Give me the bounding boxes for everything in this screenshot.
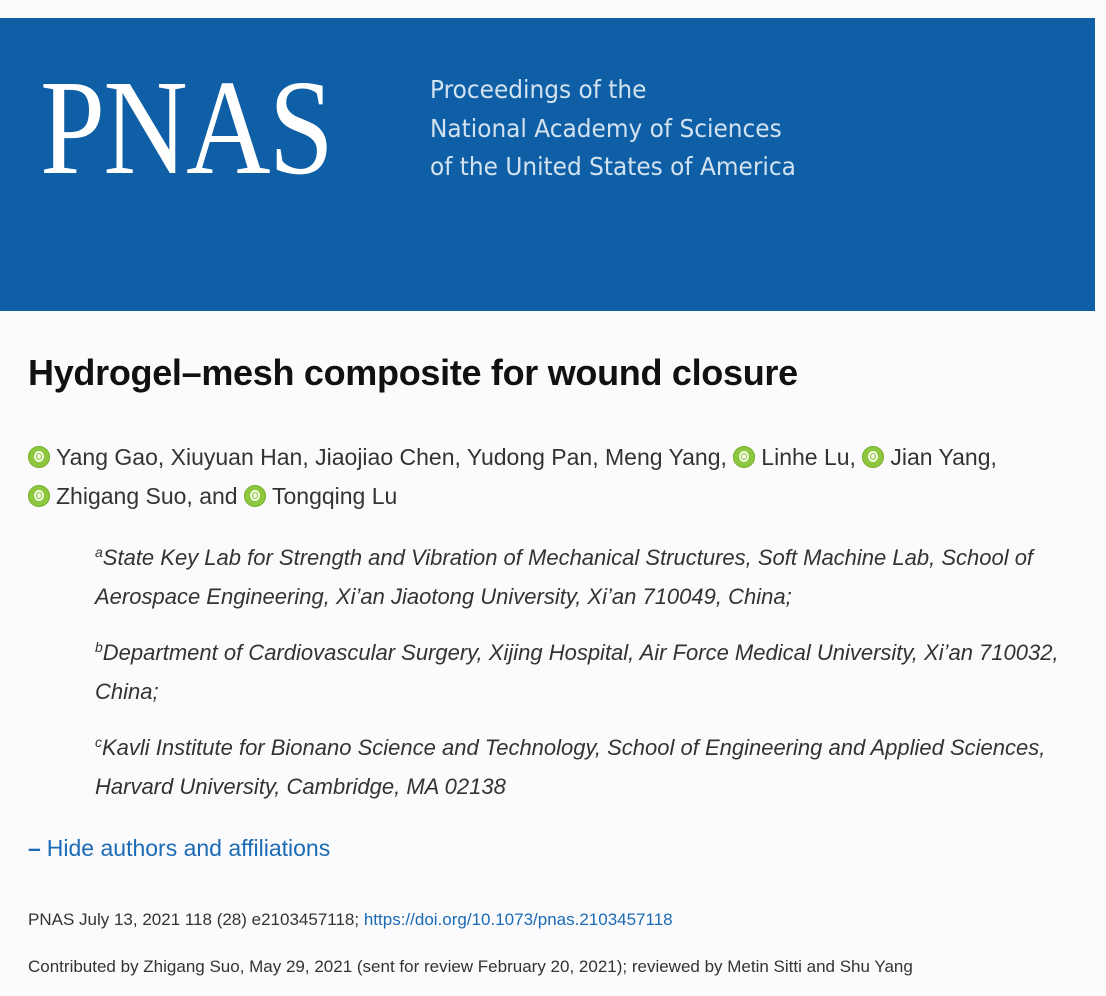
affiliation-marker: b <box>95 639 103 655</box>
tagline-line: National Academy of Sciences <box>430 113 782 143</box>
author-line <box>28 438 1098 477</box>
hide-authors-toggle[interactable] <box>28 835 330 862</box>
citation-text: PNAS July 13, 2021 118 (28) e2103457118; <box>28 910 364 929</box>
affiliation-text: Department of Cardiovascular Surgery, Xijing Hospital, Air Force Medical University, Xi’an 710032, China; <box>95 640 1059 704</box>
collapse-icon: – <box>28 835 41 861</box>
orcid-icon[interactable] <box>28 446 50 468</box>
doi-link[interactable]: https://doi.org/10.1073/pnas.2103457118 <box>363 910 673 929</box>
affiliation-list <box>95 538 1085 823</box>
author-names[interactable]: Yang Gao, Xiuyuan Han, Jiaojiao Chen, Yudong Pan, Meng Yang, <box>56 444 727 470</box>
hide-authors-label[interactable]: Hide authors and affiliations <box>46 835 331 861</box>
author-name[interactable]: Zhigang Suo, and <box>56 483 238 509</box>
contributed-by: Contributed by Zhigang Suo, May 29, 2021 (sent for review February 20, 2021); reviewed by Metin Sitti and Shu Yang <box>28 957 913 976</box>
tagline-line: Proceedings of the <box>430 75 647 104</box>
author-list <box>28 438 1098 516</box>
affiliation-marker: a <box>95 544 103 560</box>
orcid-icon[interactable] <box>733 446 755 468</box>
author-line <box>28 477 1098 516</box>
affiliation-item <box>95 728 1085 806</box>
pnas-logo[interactable]: PNAS <box>40 53 333 203</box>
author-name[interactable]: Linhe Lu, <box>761 444 856 470</box>
orcid-icon[interactable] <box>244 485 266 507</box>
author-name[interactable]: Jian Yang, <box>890 444 997 470</box>
tagline-line: of the United States of America <box>430 152 796 181</box>
citation-line <box>28 910 673 930</box>
affiliation-text: State Key Lab for Strength and Vibration of Mechanical Structures, Soft Machine Lab, School of Aerospace Engineering, Xi’an Jiaotong University, Xi’an 710049, China; <box>95 545 1034 609</box>
affiliation-item <box>95 633 1085 711</box>
affiliation-item <box>95 538 1085 616</box>
orcid-icon[interactable] <box>28 485 50 507</box>
affiliation-text: Kavli Institute for Bionano Science and Technology, School of Engineering and Applied Sciences, Harvard University, Cambridge, MA 02138 <box>95 735 1046 799</box>
journal-tagline <box>430 71 796 187</box>
affiliation-marker: c <box>95 734 102 750</box>
author-name[interactable]: Tongqing Lu <box>271 483 398 509</box>
journal-banner <box>0 18 1095 311</box>
orcid-icon[interactable] <box>862 446 884 468</box>
article-title: Hydrogel–mesh composite for wound closure <box>28 352 798 393</box>
